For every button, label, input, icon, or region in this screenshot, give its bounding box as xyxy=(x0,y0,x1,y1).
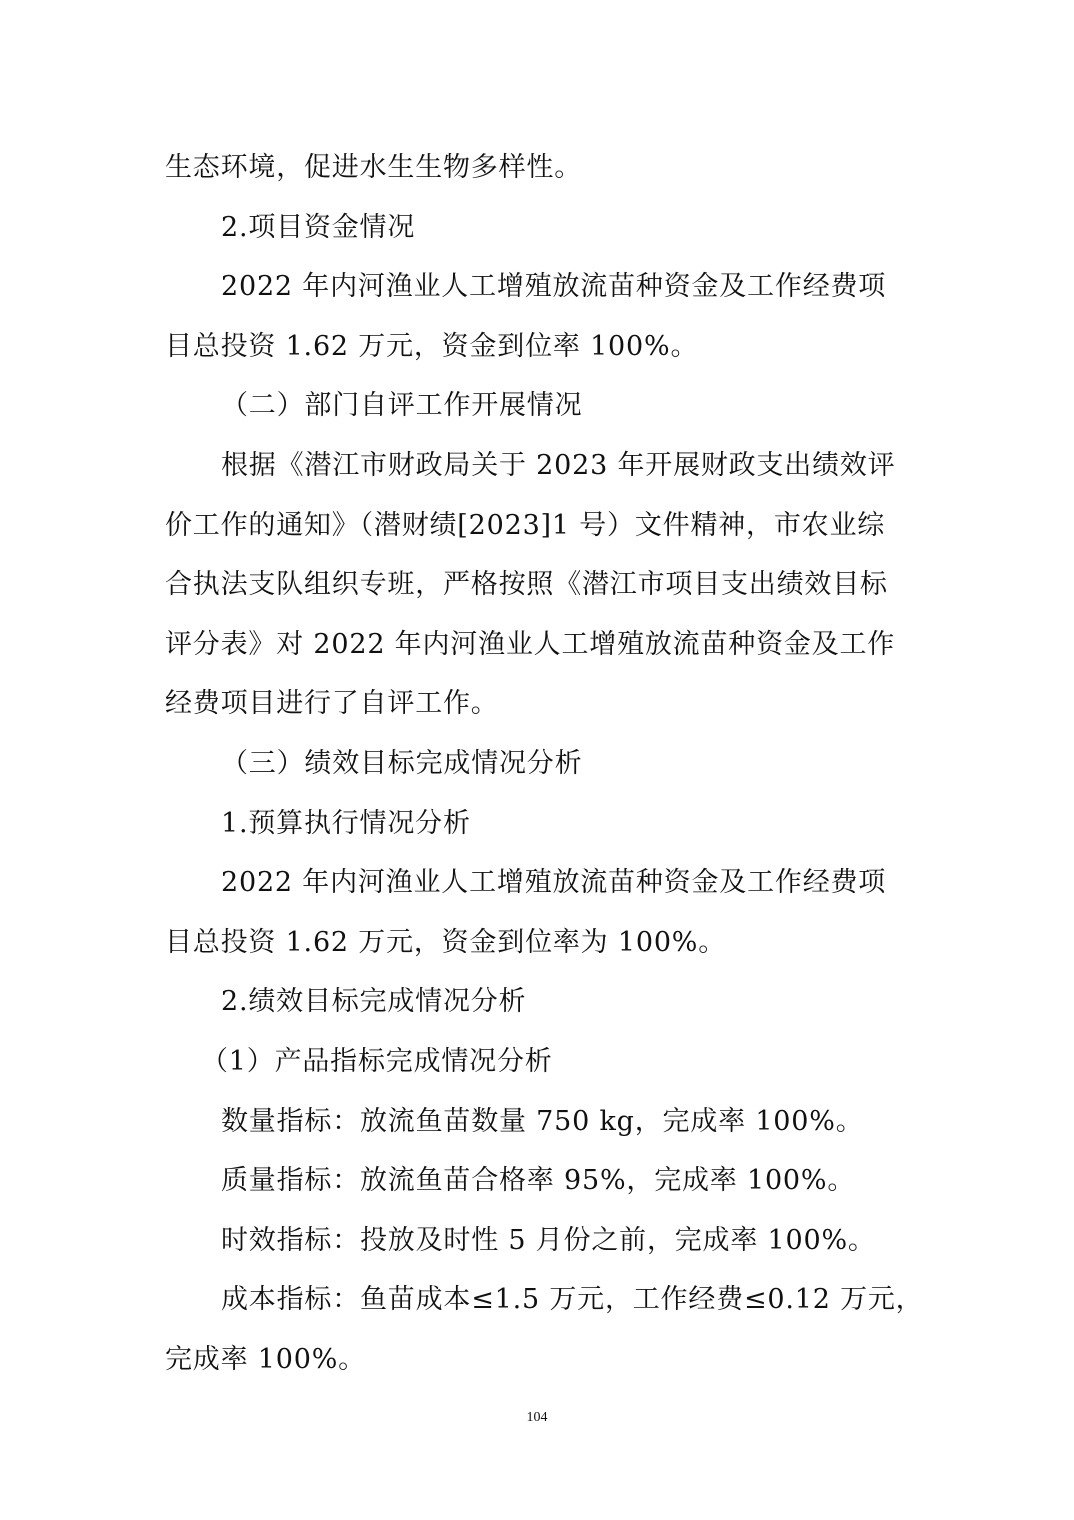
indicator-line: 时效指标：投放及时性 5 月份之前，完成率 100%。 xyxy=(221,1224,876,1256)
indicator-line: 质量指标：放流鱼苗合格率 95%，完成率 100%。 xyxy=(221,1165,856,1197)
paragraph-line: 目总投资 1.62 万元，资金到位率为 100%。 xyxy=(165,926,727,958)
section-heading: （二）部门自评工作开展情况 xyxy=(221,390,583,422)
sub-subsection-heading: （1）产品指标完成情况分析 xyxy=(201,1045,553,1077)
subsection-heading: 2.项目资金情况 xyxy=(221,211,416,243)
body-text xyxy=(165,138,945,1389)
section-heading: （三）绩效目标完成情况分析 xyxy=(221,747,583,779)
subsection-heading: 2.绩效目标完成情况分析 xyxy=(221,986,527,1018)
paragraph-line: 根据《潜江市财政局关于 2023 年开展财政支出绩效评 xyxy=(221,449,896,481)
paragraph-line: 经费项目进行了自评工作。 xyxy=(165,688,499,720)
paragraph-line: 生态环境，促进水生生物多样性。 xyxy=(165,152,582,183)
indicator-line: 数量指标：放流鱼苗数量 750 kg，完成率 100%。 xyxy=(221,1105,864,1137)
paragraph-line: 评分表》对 2022 年内河渔业人工增殖放流苗种资金及工作 xyxy=(165,628,896,660)
paragraph-line: 价工作的通知》（潜财绩[2023]1 号）文件精神，市农业综 xyxy=(165,509,886,541)
indicator-line: 成本指标：鱼苗成本≤1.5 万元，工作经费≤0.12 万元， xyxy=(221,1284,924,1316)
paragraph-line: 2022 年内河渔业人工增殖放流苗种资金及工作经费项 xyxy=(221,867,887,899)
subsection-heading: 1.预算执行情况分析 xyxy=(221,807,471,839)
paragraph-line: 目总投资 1.62 万元，资金到位率 100%。 xyxy=(165,330,699,362)
indicator-line: 完成率 100%。 xyxy=(165,1343,366,1375)
page-number: 104 xyxy=(526,1410,548,1425)
paragraph-line: 2022 年内河渔业人工增殖放流苗种资金及工作经费项 xyxy=(221,271,887,303)
paragraph-line: 合执法支队组织专班，严格按照《潜江市项目支出绩效目标 xyxy=(165,569,888,601)
